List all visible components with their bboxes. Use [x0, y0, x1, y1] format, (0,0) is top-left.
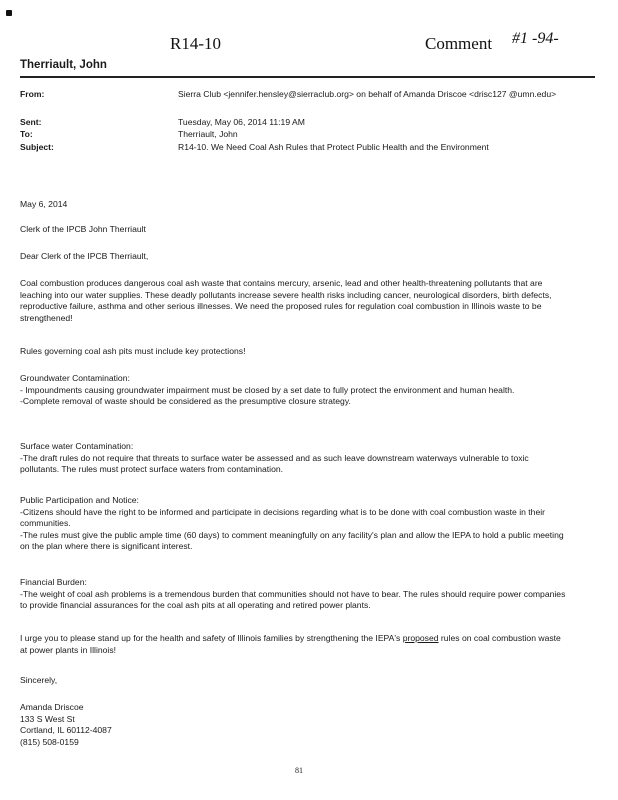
- surface-water-title: Surface water Contamination:: [20, 441, 134, 451]
- financial-burden-title: Financial Burden:: [20, 577, 87, 587]
- letter-salutation: Dear Clerk of the IPCB Therriault,: [20, 251, 149, 261]
- groundwater-body: - Impoundments causing groundwater impairment must be closed by a set date to fully protect the environment and human health. -Complete removal of waste should be considered as the presumptive closure strategy.: [20, 384, 515, 407]
- sender-name: Therriault, John: [20, 59, 107, 71]
- from-row: [20, 89, 600, 111]
- intro-paragraph: [20, 278, 568, 324]
- groundwater-title: Groundwater Contamination:: [20, 373, 130, 383]
- to-value: Therriault, John: [178, 129, 238, 139]
- rules-intro: Rules governing coal ash pits must include key protections!: [20, 346, 246, 356]
- signature-phone: (815) 508-0159: [20, 736, 79, 747]
- closing-underlined-word: proposed: [402, 633, 439, 643]
- header-divider: [20, 76, 595, 78]
- letter-date: May 6, 2014: [20, 199, 68, 209]
- sent-value: Tuesday, May 06, 2014 11:19 AM: [178, 117, 305, 127]
- signature-city: Cortland, IL 60112-4087: [20, 725, 112, 736]
- page-number: 81: [295, 766, 303, 775]
- docket-number: R14-10: [170, 34, 221, 53]
- public-participation-body: -Citizens should have the right to be informed and participate in decisions regarding what is to be done with coal combustion waste in their communities. -The rules must give the public ample time (60 days) to comment meaningfully on any facility's plan and allow the IEPA to hold a public meeting on the plan where there is significant interest.: [20, 506, 564, 552]
- closing-post: rules on coal combustion waste at power plants in Illinois!: [20, 633, 561, 655]
- surface-water-body: -The draft rules do not require that threats to surface water be assessed and as such leave downstream waterways vulnerable to toxic pollutants. The rules must protect surface waters from contamination.: [20, 452, 529, 475]
- signoff: Sincerely,: [20, 675, 58, 685]
- letter-addressee: Clerk of the IPCB John Therriault: [20, 224, 146, 234]
- closing-pre: I urge you to please stand up for the health and safety of Illinois families by strengthening the IEPA's: [20, 633, 403, 643]
- to-label: To:: [20, 129, 33, 139]
- signature-block: [20, 702, 568, 748]
- comment-label: Comment: [425, 34, 493, 53]
- groundwater-section: [20, 373, 568, 408]
- financial-burden-body: -The weight of coal ash problems is a tremendous burden that communities should not have to bear. The rules should require power companies to provide financial assurances for the coal ash pits at all operating and retired power plants.: [20, 588, 566, 611]
- surface-water-section: [20, 441, 568, 476]
- signature-street: 133 S West St: [20, 713, 75, 724]
- subject-value: R14-10. We Need Coal Ash Rules that Protect Public Health and the Environment: [178, 142, 489, 152]
- public-participation-section: [20, 495, 568, 553]
- closing-paragraph: [20, 633, 568, 656]
- intro-text: Coal combustion produces dangerous coal ash waste that contains mercury, arsenic, lead and other health-threatening pollutants that are leaching into our water supplies. These deadly pollutants increase severe health risks including cancer, neurological disorders, birth defects, reproductive failure, asthma and other serious illnesses. We need the proposed rules for regulation coal combustion in Illinois waste to be strengthened!: [20, 278, 552, 323]
- signature-name: Amanda Driscoe: [20, 702, 84, 712]
- subject-label: Subject:: [20, 142, 54, 152]
- from-label: From:: [20, 89, 45, 99]
- public-participation-title: Public Participation and Notice:: [20, 495, 139, 505]
- from-value: Sierra Club <jennifer.hensley@sierraclub.org> on behalf of Amanda Driscoe <drisc127 @umn.edu>: [178, 89, 557, 99]
- sent-label: Sent:: [20, 117, 42, 127]
- comment-number: #1 -94-: [512, 30, 559, 47]
- closing-text: [20, 633, 568, 656]
- financial-burden-section: [20, 577, 568, 612]
- corner-mark: [6, 10, 12, 16]
